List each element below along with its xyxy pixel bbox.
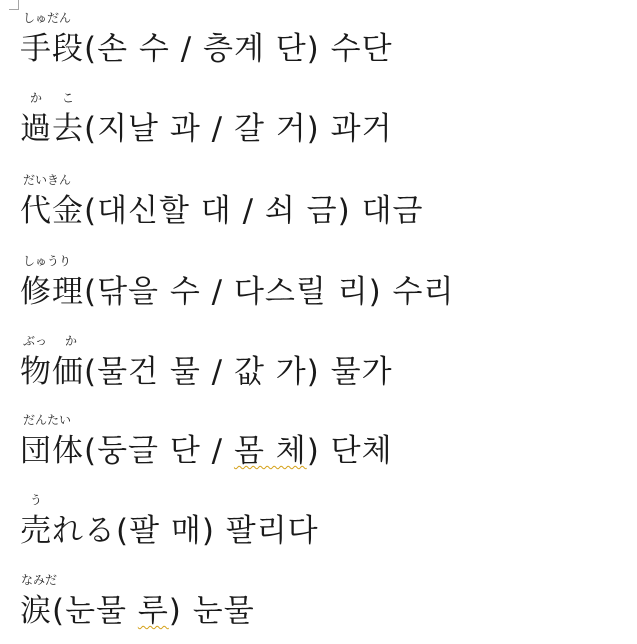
page-corner-mark	[9, 0, 19, 10]
korean-meaning: (지날 과 / 갈 거) 과거	[84, 111, 393, 147]
vocab-entry	[20, 574, 255, 627]
vocab-entry	[20, 12, 393, 65]
vocab-line	[20, 414, 393, 467]
korean-meaning-end: ) 눈물	[168, 593, 255, 629]
vocab-line	[20, 494, 319, 547]
vocab-entry	[20, 92, 393, 145]
korean-meaning: (대신할 대 / 쇠 금) 대금	[84, 193, 424, 229]
vocab-entry	[20, 335, 393, 388]
korean-meaning: (물건 물 / 값 가) 물가	[84, 354, 393, 390]
furigana: か	[65, 334, 78, 348]
furigana: ぶっ	[23, 334, 48, 348]
vocab-line	[20, 92, 393, 145]
vocab-entry	[20, 174, 423, 227]
kanji-word: 売れる	[20, 513, 116, 549]
kanji-word: 物価	[20, 354, 84, 390]
furigana: だんたい	[23, 413, 72, 427]
furigana: なみだ	[21, 573, 58, 587]
spellcheck-flagged-text: 몸 체	[233, 433, 307, 469]
vocab-line	[20, 12, 393, 65]
furigana: う	[30, 493, 43, 507]
vocab-entry	[20, 414, 393, 467]
furigana: しゅうり	[23, 254, 72, 268]
kanji-word: 過去	[20, 111, 84, 147]
vocab-line	[20, 255, 454, 308]
korean-meaning: (손 수 / 층계 단) 수단	[84, 31, 393, 67]
vocab-entry	[20, 255, 454, 308]
kanji-word: 手段	[20, 31, 84, 67]
korean-meaning: (팔 매) 팔리다	[116, 513, 319, 549]
korean-meaning: (눈물	[52, 593, 138, 629]
furigana: か	[30, 91, 43, 105]
kanji-word: 修理	[20, 274, 84, 310]
korean-meaning: (둥글 단 /	[84, 433, 234, 469]
kanji-word: 代金	[20, 193, 84, 229]
kanji-word: 団体	[20, 433, 84, 469]
furigana: しゅだん	[23, 11, 72, 25]
vocab-entry	[20, 494, 319, 547]
furigana: こ	[62, 91, 75, 105]
spellcheck-flagged-text: 루	[137, 593, 169, 629]
kanji-word: 涙	[20, 593, 52, 629]
korean-meaning: (닦을 수 / 다스릴 리) 수리	[84, 274, 455, 310]
korean-meaning-end: ) 단체	[306, 433, 393, 469]
furigana: だいきん	[23, 173, 72, 187]
vocab-line	[20, 174, 423, 227]
